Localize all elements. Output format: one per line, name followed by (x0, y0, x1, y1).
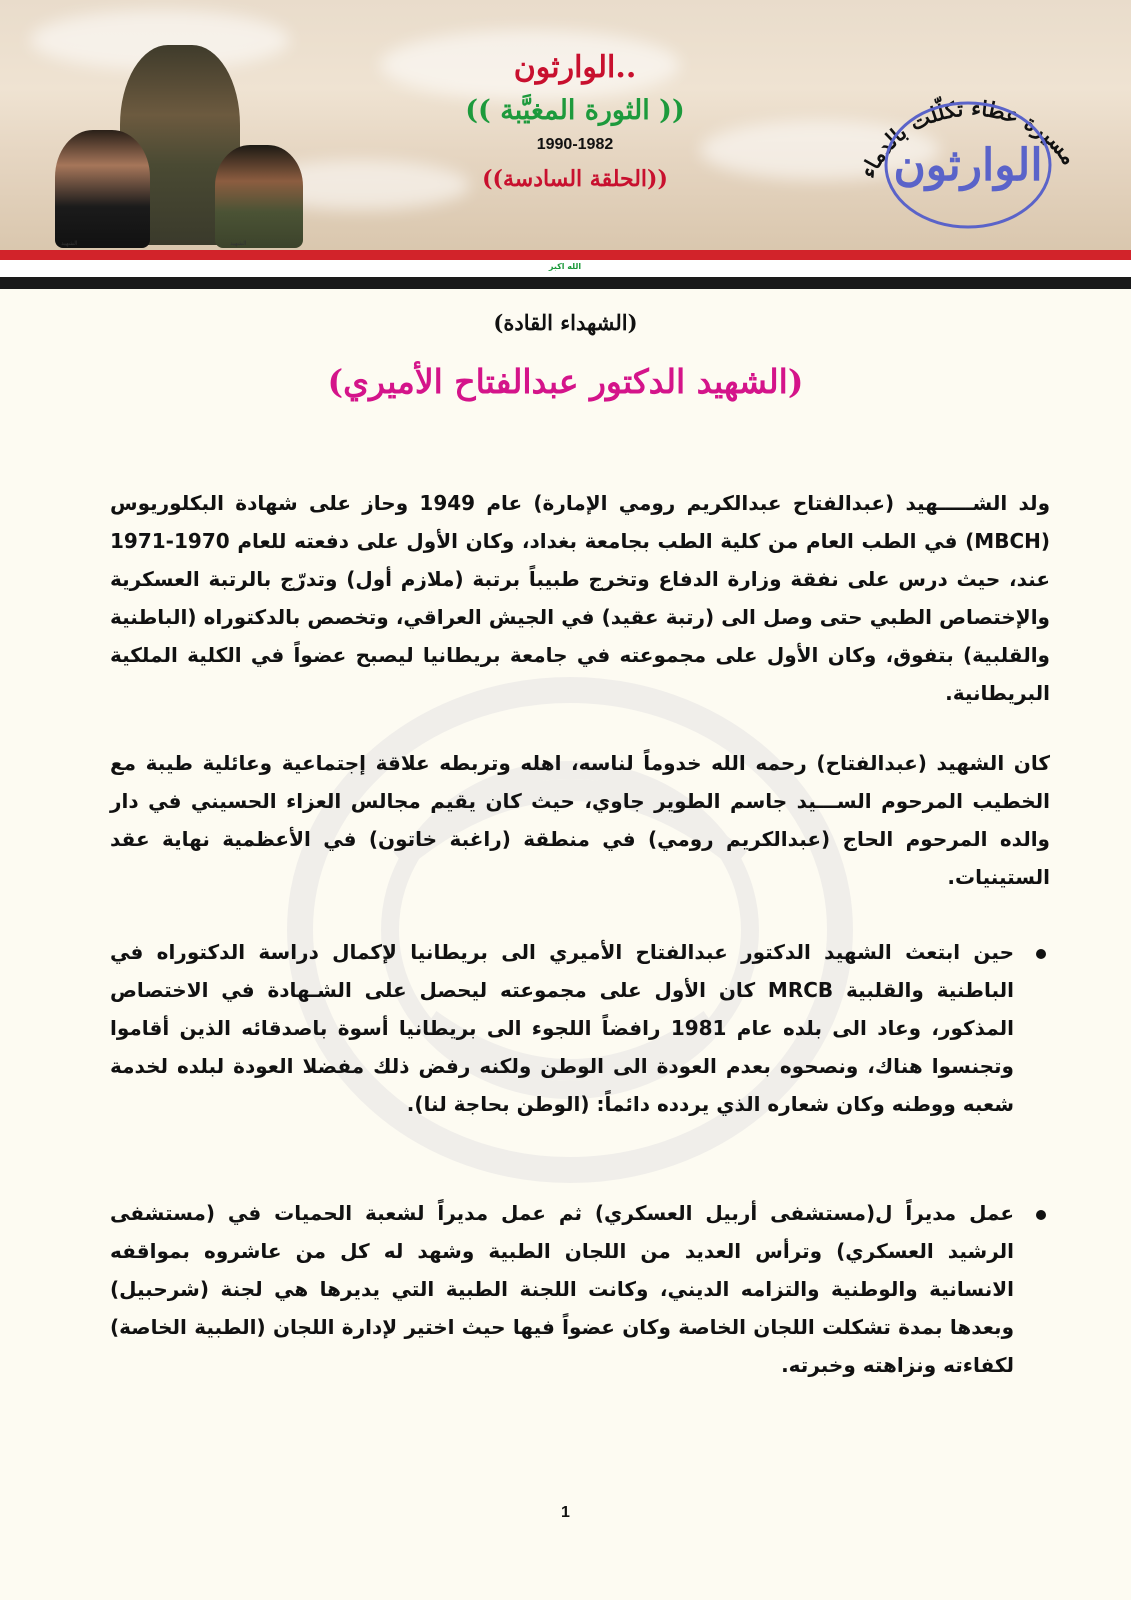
logo-word: الوارثون (893, 140, 1043, 191)
photo-caption-left: الشهيد (61, 240, 78, 247)
flag-stripe-red (0, 250, 1131, 260)
alwarithun-logo (850, 40, 1085, 240)
bullet-icon (1036, 1210, 1046, 1220)
series-titles (430, 50, 720, 192)
header-banner (0, 0, 1131, 255)
biography-paragraph: كان الشهيد (عبدالفتاح) رحمه الله خدوماً لناسه، اهله وتربطه علاقة إجتماعية وعائلية طيبة مع الخطيب المرحوم الســـيد جاسم الطوير جاوي، حيث كان يقيم مجالس العزاء الحسيني في دار والده المرحوم الحاج (عبدالكريم رومي) في منطقة (راغبة خاتون) في الأعظمية نهاية عقد الستينيات. (110, 751, 1050, 889)
episode-label: ((الحلقة السادسة)) (482, 166, 668, 192)
person-left (55, 130, 150, 248)
biography-paragraph: ولد الشـــــهيد (عبدالفتاح عبدالكريم رومي الإمارة) عام 1949 وحاز على شهادة البكلوريوس (MBCH) في الطب العام من كلية الطب بجامعة بغداد، وكان الأول على دفعته للعام 1970-1971 عند، حيث درس على نفقة وزارة الدفاع وتخرج طبيباً برتبة (ملازم أول) وتدرّج بالرتبة العسكرية والإختصاص الطبي حتى وصل الى (رتبة عقيد) في الجيش العراقي، وتخصص بالدكتوراه (الباطنية والقلبية) بتفوق، وكان الأول على مجموعته في جامعة بريطانيا ليصبح عضواً في الكلية الملكية البريطانية. (110, 491, 1050, 705)
flag-stripe-black (0, 277, 1131, 289)
list-item (110, 933, 1050, 1123)
series-years: 1990-1982 (536, 136, 614, 153)
flag-takbir: الله اكبر (548, 262, 582, 271)
series-subtitle: (( الثورة المغيَّبة )) (465, 95, 685, 126)
list-item (110, 1194, 1050, 1384)
martyrs-photo (55, 45, 305, 253)
logo-arc-text: مسيرة عطاء تكلّلت بالدماء (854, 95, 1083, 182)
series-title: الوارثون.. (513, 50, 637, 85)
person-right (215, 145, 303, 248)
list-item-text: حين ابتعث الشهيد الدكتور عبدالفتاح الأميري الى بريطانيا لإكمال دراسة الدكتوراه في الباطنية والقلبية MRCB كان الأول على مجموعته ليحصل على الشـهادة في الاختصاص المذكور، وعاد الى بلده عام 1981 رافضاً اللجوء الى بريطانيا أسوة باصدقائه الذين أقاموا وتجنسوا هناك، ونصحوه بعدم العودة الى الوطن ولكنه رفض ذلك مفضلا العودة لبلده لخدمة شعبه ووطنه وكان شعاره الذي يردده دائماً: (الوطن بحاجة لنا). (110, 940, 1014, 1116)
biography-bullets (110, 1194, 1050, 1384)
list-item-text: عمل مديراً ل(مستشفى أربيل العسكري) ثم عمل مديراً لشعبة الحميات في (مستشفى الرشيد العسكري) وترأس العديد من اللجان الطبية وشهد له كل من عاشروه بمواقفه الانسانية والوطنية والتزامه الديني، وكانت اللجنة الطبية التي يديرها هي لجنة (شرحبيل) وبعدها بمدة تشكلت اللجان الخاصة وكان عضواً فيها حيث اختير لإدارة اللجان (الطبية الخاصة) لكفاءته ونزاهته وخبرته. (110, 1201, 1014, 1377)
article-title: (الشهيد الدكتور عبدالفتاح الأميري) (327, 362, 804, 401)
section-label: (الشهداء القادة) (493, 310, 638, 335)
page-number: 1 (561, 1504, 570, 1521)
biography-bullets (110, 933, 1050, 1123)
bullet-icon (1036, 949, 1046, 959)
photo-caption-right: الشهيد (230, 240, 247, 247)
